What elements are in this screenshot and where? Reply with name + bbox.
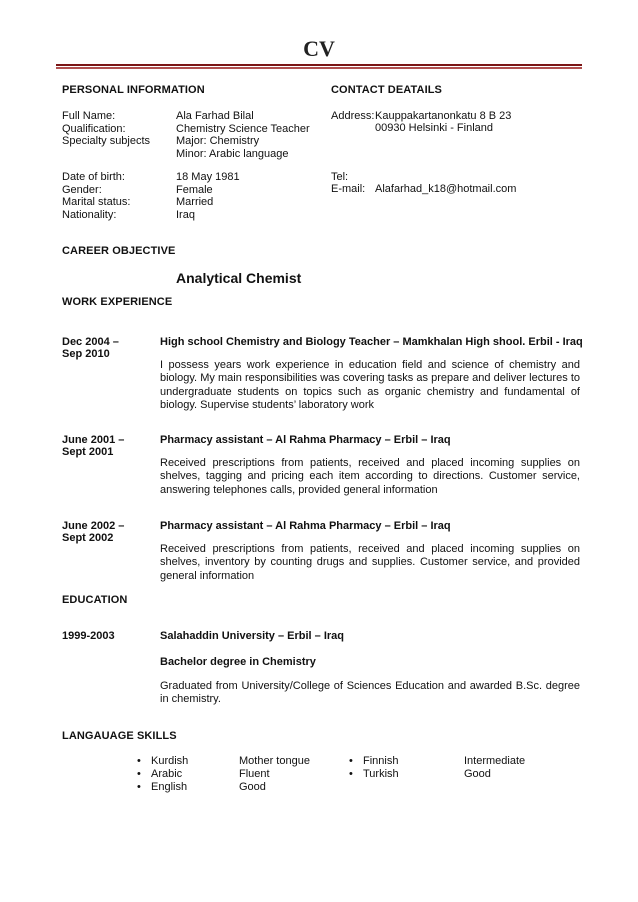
languages-heading: LANGAUAGE SKILLS bbox=[62, 730, 177, 742]
personal-label: Full Name: bbox=[62, 110, 116, 122]
language-level: Good bbox=[464, 768, 491, 780]
education-description: Graduated from University/College of Sciences Education and awarded B.Sc. degree in chemistry. bbox=[160, 680, 580, 706]
education-school: Salahaddin University – Erbil – Iraq bbox=[160, 630, 345, 642]
personal-value: Minor: Arabic language bbox=[176, 147, 289, 160]
personal-value: Married bbox=[176, 196, 214, 208]
job-date-end: Sept 2001 bbox=[62, 446, 114, 458]
language-name: English bbox=[151, 781, 188, 793]
cv-title: CV bbox=[303, 36, 335, 61]
language-list-1 bbox=[137, 755, 188, 794]
title-divider-dark bbox=[56, 64, 582, 66]
address-label: Address: bbox=[331, 110, 375, 122]
language-levels-2 bbox=[464, 755, 525, 781]
bullet-icon: • bbox=[349, 768, 353, 780]
language-level: Good bbox=[239, 781, 266, 793]
job-title: Pharmacy assistant – Al Rahma Pharmacy – Erbil – Iraq bbox=[160, 434, 451, 446]
personal-label: Nationality: bbox=[62, 208, 117, 221]
job-title: High school Chemistry and Biology Teacher – Mamkhalan High shool. Erbil - Iraq bbox=[160, 336, 583, 348]
contact-heading: CONTACT DEATAILS bbox=[331, 84, 442, 96]
job-date-end: Sept 2002 bbox=[62, 532, 114, 544]
tel-label: Tel: bbox=[331, 171, 349, 183]
personal-value: 18 May 1981 bbox=[176, 171, 240, 183]
bullet-icon: • bbox=[349, 755, 353, 767]
career-heading: CAREER OBJECTIVE bbox=[62, 245, 176, 257]
job-date-start: June 2001 – bbox=[62, 434, 125, 446]
address-line-1: Kauppakartanonkatu 8 B 23 bbox=[375, 110, 512, 122]
language-levels-1 bbox=[239, 755, 310, 794]
personal-value: Chemistry Science Teacher bbox=[176, 122, 310, 135]
list-item bbox=[349, 755, 399, 768]
personal-label: Gender: bbox=[62, 183, 102, 196]
language-name: Arabic bbox=[151, 768, 183, 780]
education-degree: Bachelor degree in Chemistry bbox=[160, 656, 316, 668]
personal-label: Specialty subjects bbox=[62, 135, 151, 147]
personal-value: Iraq bbox=[176, 208, 195, 221]
job-description: I possess years work experience in education field and science of chemistry and biology. My main responsibilities was covering tasks as prepare and deliver lectures to undergraduate students on topics such as organic chemistry and fundamental of biology. Supervise students’ laboratory work bbox=[160, 359, 580, 412]
language-level: Intermediate bbox=[464, 755, 526, 767]
list-item bbox=[137, 755, 188, 768]
job-date-end: Sep 2010 bbox=[62, 348, 110, 360]
language-list-2 bbox=[349, 755, 399, 781]
list-item bbox=[137, 781, 188, 794]
job-date-start: June 2002 – bbox=[62, 520, 125, 532]
bullet-icon: • bbox=[137, 768, 141, 780]
language-name: Turkish bbox=[363, 768, 399, 780]
personal-value: Major: Chemistry bbox=[176, 135, 260, 147]
job-title: Pharmacy assistant – Al Rahma Pharmacy – Erbil – Iraq bbox=[160, 520, 451, 532]
language-name: Kurdish bbox=[151, 755, 189, 767]
personal-value: Ala Farhad Bilal bbox=[176, 110, 254, 122]
title-divider-light bbox=[56, 67, 582, 69]
personal-label: Qualification: bbox=[62, 122, 126, 135]
address-line-2: 00930 Helsinki - Finland bbox=[375, 122, 494, 134]
work-heading: WORK EXPERIENCE bbox=[62, 296, 173, 308]
career-objective: Analytical Chemist bbox=[176, 270, 302, 286]
language-level: Mother tongue bbox=[239, 755, 310, 767]
job-description: Received prescriptions from patients, received and placed incoming supplies on shelves, tagging and pricing each item according to directions. Customer service, answering telephones calls, provided general information bbox=[160, 457, 580, 496]
education-years: 1999-2003 bbox=[62, 630, 115, 642]
bullet-icon: • bbox=[137, 781, 141, 793]
personal-heading: PERSONAL INFORMATION bbox=[62, 84, 205, 96]
job-description: Received prescriptions from patients, received and placed incoming supplies on shelves, inventory by counting drugs and supplies. Customer service, and provided general information bbox=[160, 543, 580, 582]
personal-label: Date of birth: bbox=[62, 171, 125, 183]
personal-label: Marital status: bbox=[62, 196, 131, 208]
bullet-icon: • bbox=[137, 755, 141, 767]
language-level: Fluent bbox=[239, 768, 270, 780]
education-heading: EDUCATION bbox=[62, 594, 128, 606]
list-item bbox=[349, 768, 399, 781]
language-name: Finnish bbox=[363, 755, 399, 767]
list-item bbox=[137, 768, 188, 781]
email-link[interactable]: Alafarhad_k18@hotmail.com bbox=[375, 183, 517, 195]
email-label: E-mail: bbox=[331, 183, 366, 195]
personal-value: Female bbox=[176, 183, 213, 196]
job-date-start: Dec 2004 – bbox=[62, 336, 119, 348]
